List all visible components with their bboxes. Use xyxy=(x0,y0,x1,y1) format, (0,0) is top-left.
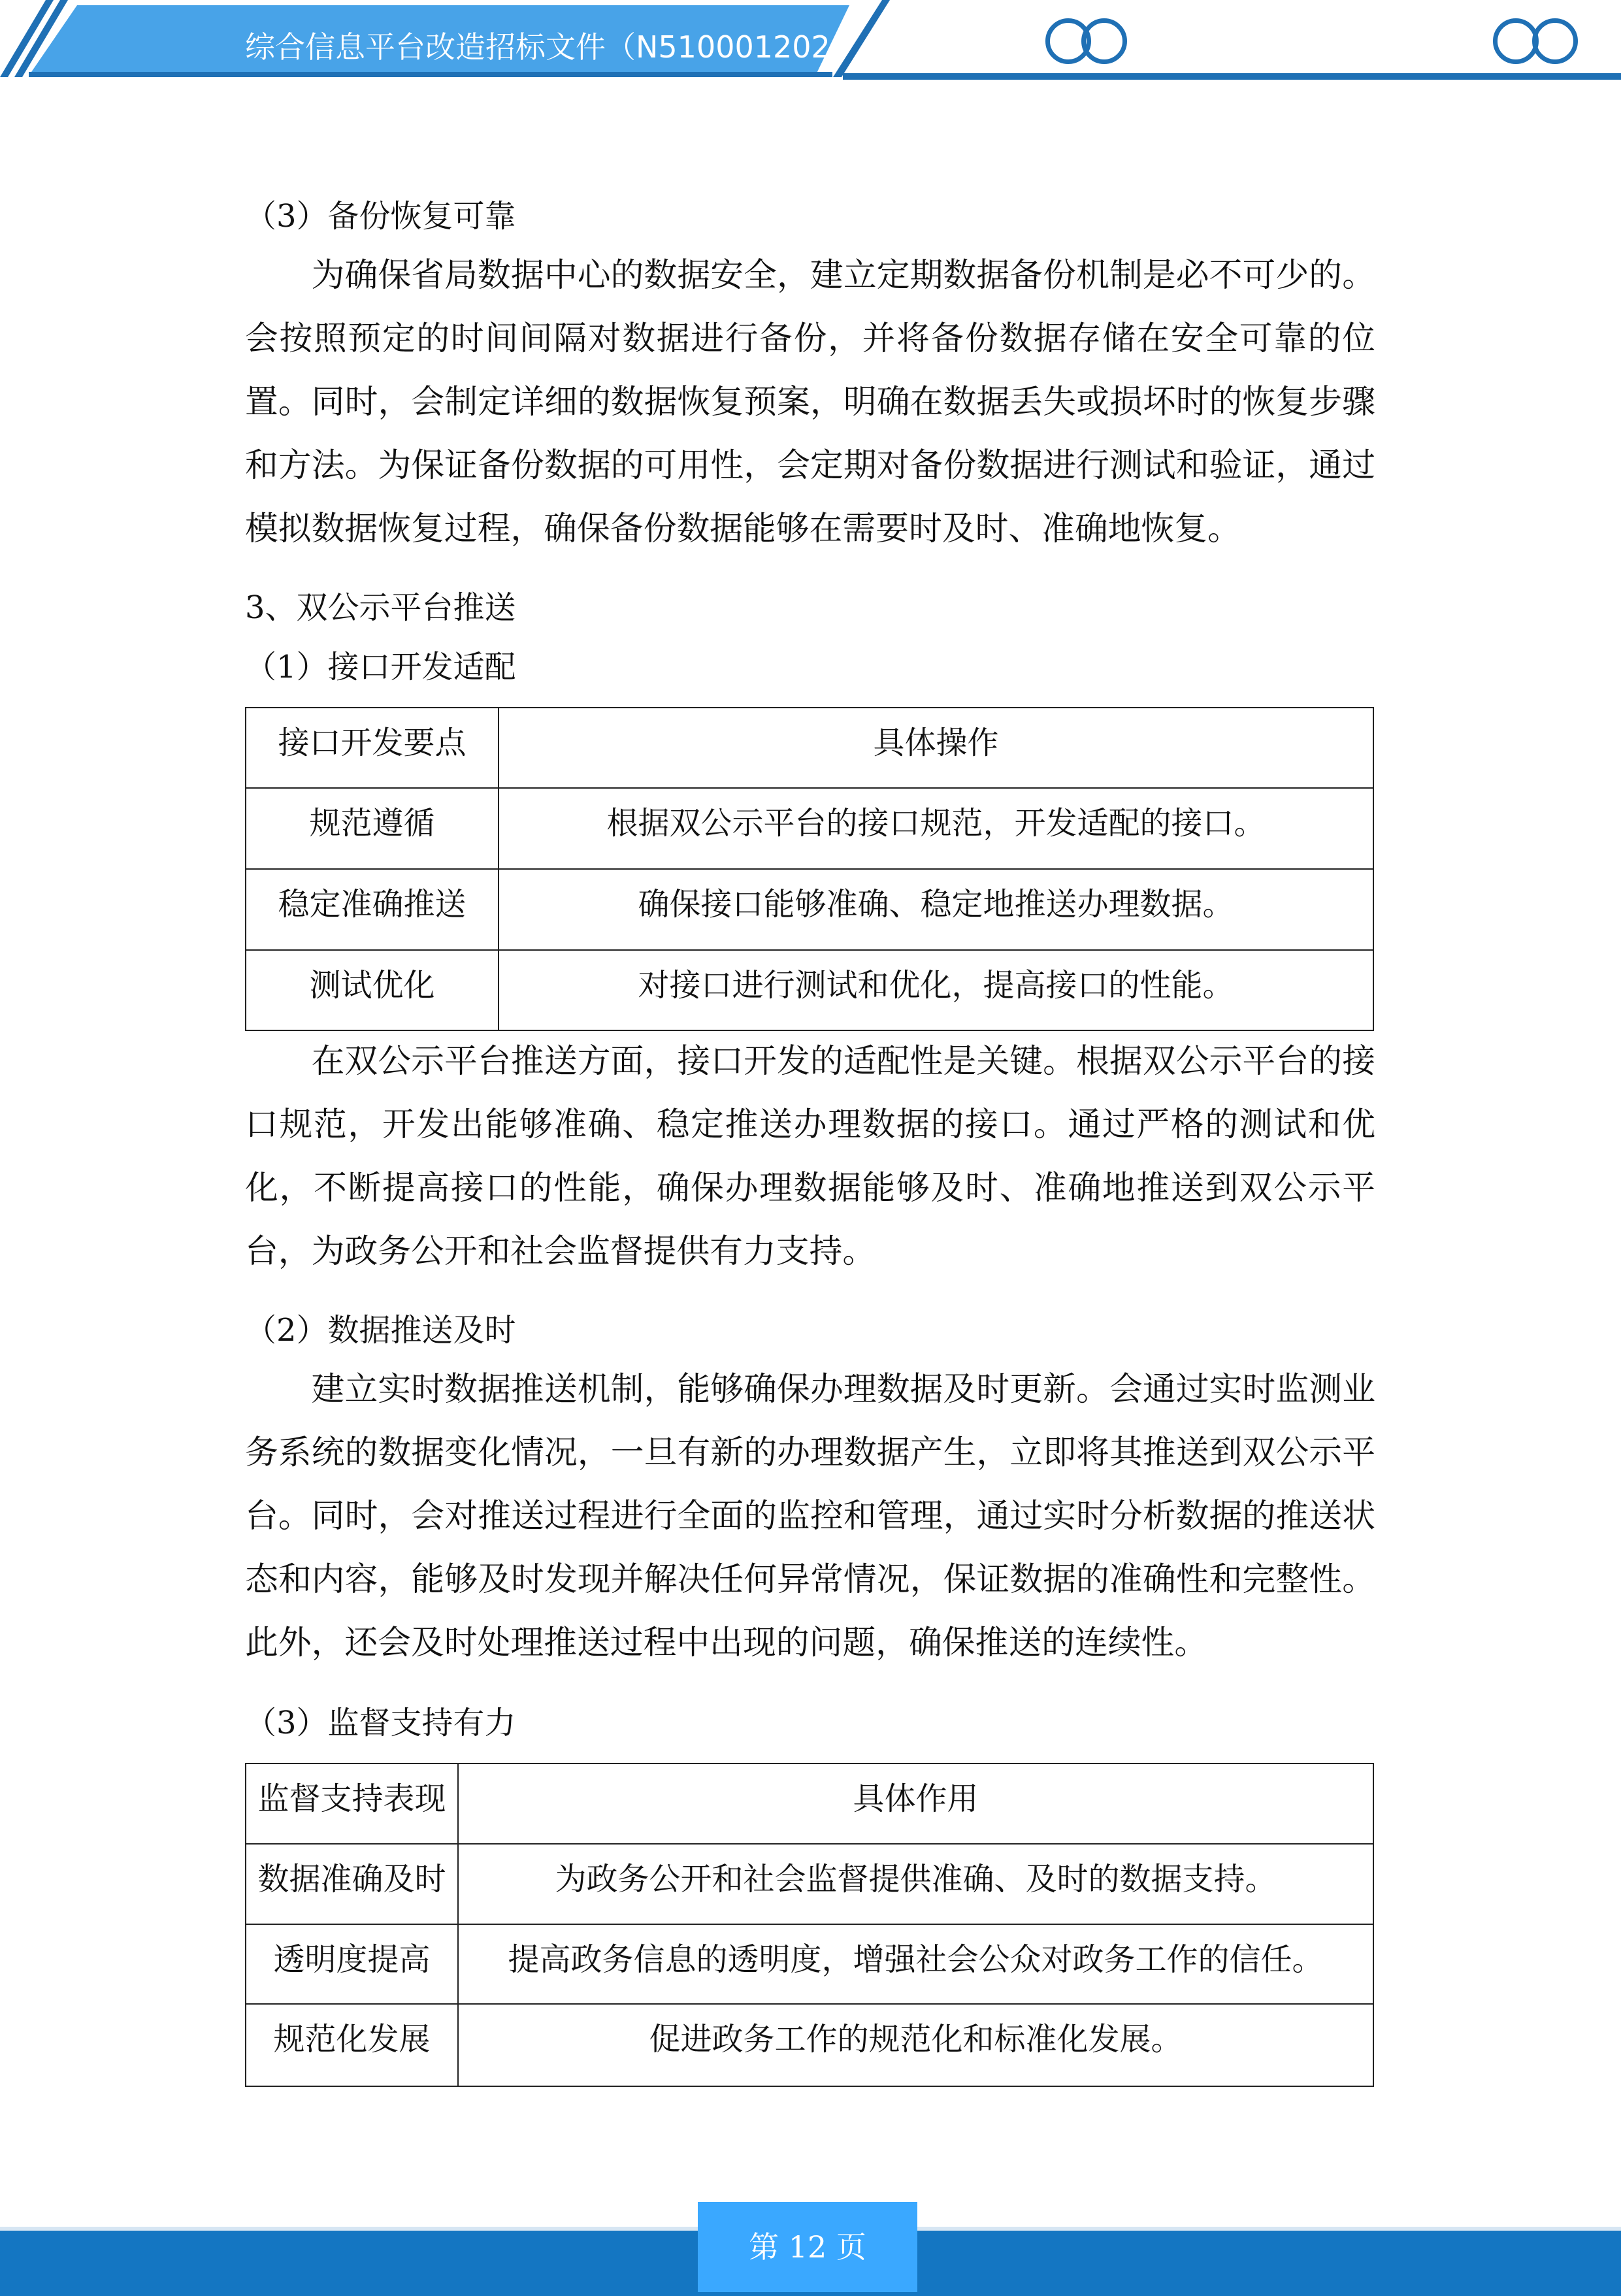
table-cell: 透明度提高 xyxy=(246,1924,458,2004)
subheading-backup: （3）备份恢复可靠 xyxy=(245,198,516,235)
paragraph-interface: 在双公示平台推送方面，接口开发的适配性是关键。根据双公示平台的接口规范，开发出能够准确、稳定推送办理数据的接口。通过严格的测试和优化，不断提高接口的性能，确保办理数据能够及时、准确地推送到双公示平台，为政务公开和社会监督提供有力支持。 xyxy=(245,1041,1375,1270)
supervision-table xyxy=(245,1763,1374,2087)
table-cell: 根据双公示平台的接口规范，开发适配的接口。 xyxy=(499,788,1373,869)
document-title: 综合信息平台改造招标文件（N510001202 xyxy=(245,29,830,65)
table-cell: 促进政务工作的规范化和标准化发展。 xyxy=(458,2004,1373,2086)
interface-table xyxy=(245,707,1374,1031)
table-cell: 测试优化 xyxy=(246,950,499,1030)
page-number: 第 12 页 xyxy=(698,2202,917,2292)
table-cell: 规范遵循 xyxy=(246,788,499,869)
subheading-supervision: （3）监督支持有力 xyxy=(245,1705,516,1741)
table-cell: 数据准确及时 xyxy=(246,1844,458,1924)
subheading-interface: （1）接口开发适配 xyxy=(245,649,516,685)
rings-logo-icon xyxy=(1045,18,1137,64)
table-header: 具体作用 xyxy=(458,1763,1373,1844)
table-cell: 对接口进行测试和优化，提高接口的性能。 xyxy=(499,950,1373,1030)
subheading-push: （2）数据推送及时 xyxy=(245,1312,516,1349)
table-cell: 提高政务信息的透明度，增强社会公众对政务工作的信任。 xyxy=(458,1924,1373,2004)
rings-logo-icon xyxy=(1493,18,1584,64)
table-header: 接口开发要点 xyxy=(246,708,499,788)
table-cell: 为政务公开和社会监督提供准确、及时的数据支持。 xyxy=(458,1844,1373,1924)
section-heading: 3、双公示平台推送 xyxy=(245,589,516,626)
table-cell: 稳定准确推送 xyxy=(246,869,499,950)
paragraph-push: 建立实时数据推送机制，能够确保办理数据及时更新。会通过实时监测业务系统的数据变化情况，一旦有新的办理数据产生，立即将其推送到双公示平台。同时，会对推送过程进行全面的监控和管理，通过实时分析数据的推送状态和内容，能够及时发现并解决任何异常情况，保证数据的准确性和完整性。此外，还会及时处理推送过程中出现的问题，确保推送的连续性。 xyxy=(245,1369,1375,1662)
table-cell: 规范化发展 xyxy=(246,2004,458,2086)
table-cell: 确保接口能够准确、稳定地推送办理数据。 xyxy=(499,869,1373,950)
paragraph-backup: 为确保省局数据中心的数据安全，建立定期数据备份机制是必不可少的。会按照预定的时间间隔对数据进行备份，并将备份数据存储在安全可靠的位置。同时，会制定详细的数据恢复预案，明确在数据丢失或损坏时的恢复步骤和方法。为保证备份数据的可用性，会定期对备份数据进行测试和验证，通过模拟数据恢复过程，确保备份数据能够在需要时及时、准确地恢复。 xyxy=(245,255,1375,548)
table-header: 具体操作 xyxy=(499,708,1373,788)
table-header: 监督支持表现 xyxy=(246,1763,458,1844)
